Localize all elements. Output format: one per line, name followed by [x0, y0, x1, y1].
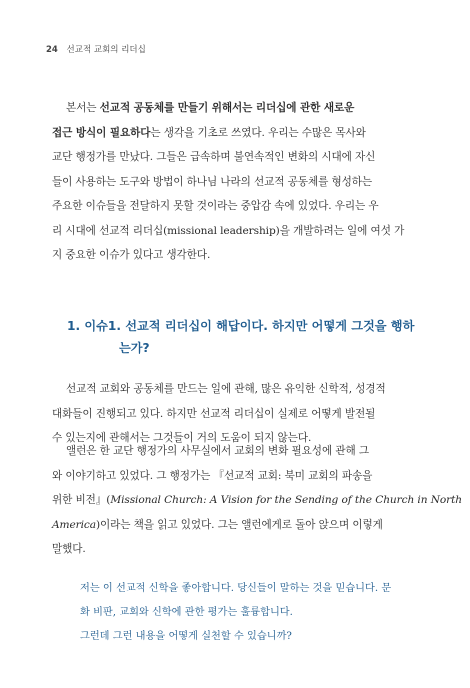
book-title: 선교적 교회의 리더십 — [66, 45, 146, 55]
intro-line: 주요한 이슈들을 전달하지 못할 것이라는 중압감 속에 있었다. 우리는 우 — [52, 200, 379, 212]
intro-emphasis: 접근 방식이 필요하다 — [52, 126, 151, 139]
body-text: )이라는 책을 읽고 있었다. 그는 앨런에게로 돌아 앉으며 이렇게 — [95, 518, 383, 531]
body-line — [52, 488, 462, 513]
body-text: 위한 비전』( — [52, 494, 111, 506]
section-heading-line: 1. 이슈1. 선교적 리더십이 해답이다. 하지만 어떻게 그것을 행하 — [67, 319, 415, 333]
book-title-italic: America — [52, 518, 96, 531]
quote-line: 그런데 그런 내용을 어떻게 실천할 수 있습니까? — [80, 631, 292, 642]
intro-text: 본서는 — [66, 102, 100, 114]
body-line: 수 있는지에 관해서는 그것들이 거의 도움이 되지 않는다. — [52, 432, 312, 444]
quote-line: 저는 이 선교적 신학을 좋아합니다. 당신들이 말하는 것을 믿습니다. 문 — [80, 583, 392, 594]
intro-line: 리 시대에 선교적 리더십(missional leadership)을 개발하려는 일에 여섯 가 — [52, 224, 405, 237]
body-line: 대화들이 진행되고 있다. 하지만 선교적 리더십이 실제로 어떻게 발전될 — [52, 407, 376, 420]
intro-line: 교단 행정가를 만났다. 그들은 급속하며 불연속적인 변화의 시대에 자신 — [52, 151, 376, 163]
intro-line: 들이 사용하는 도구와 방법이 하나님 나라의 선교적 공동체를 형성하는 — [52, 175, 373, 188]
intro-line — [52, 121, 418, 146]
quote-line: 화 비판, 교회와 신학에 관한 평가는 훌륭합니다. — [80, 607, 293, 618]
intro-line — [52, 96, 418, 121]
section-heading — [67, 315, 427, 359]
intro-paragraph — [52, 96, 418, 268]
body-line: 앨런은 한 교단 행정가의 사무실에서 교회의 변화 필요성에 관해 그 — [66, 445, 370, 457]
intro-emphasis: 선교적 공동체를 만들기 위해서는 리더십에 관한 새로운 — [99, 102, 355, 114]
body-line — [52, 513, 418, 538]
intro-text: 는 생각을 기초로 쓰였다. 우리는 수많은 목사와 — [150, 126, 366, 139]
page-number: 24 — [46, 45, 58, 55]
body-paragraph-2 — [52, 439, 462, 562]
section-heading-line: 는가? — [119, 341, 150, 355]
running-head — [46, 43, 146, 55]
body-line: 말했다. — [52, 543, 86, 555]
body-line: 선교적 교회와 공동체를 만드는 일에 관해, 많은 유익한 신학적, 성경적 — [66, 383, 386, 395]
book-title-italic: Missional Church: A Vision for the Sending of the Church in North — [110, 494, 462, 506]
intro-line: 지 중요한 이슈가 있다고 생각한다. — [52, 249, 211, 261]
body-line: 와 이야기하고 있었다. 그 행정가는 『선교적 교회: 북미 교회의 파송을 — [52, 469, 373, 482]
block-quote — [80, 577, 425, 649]
